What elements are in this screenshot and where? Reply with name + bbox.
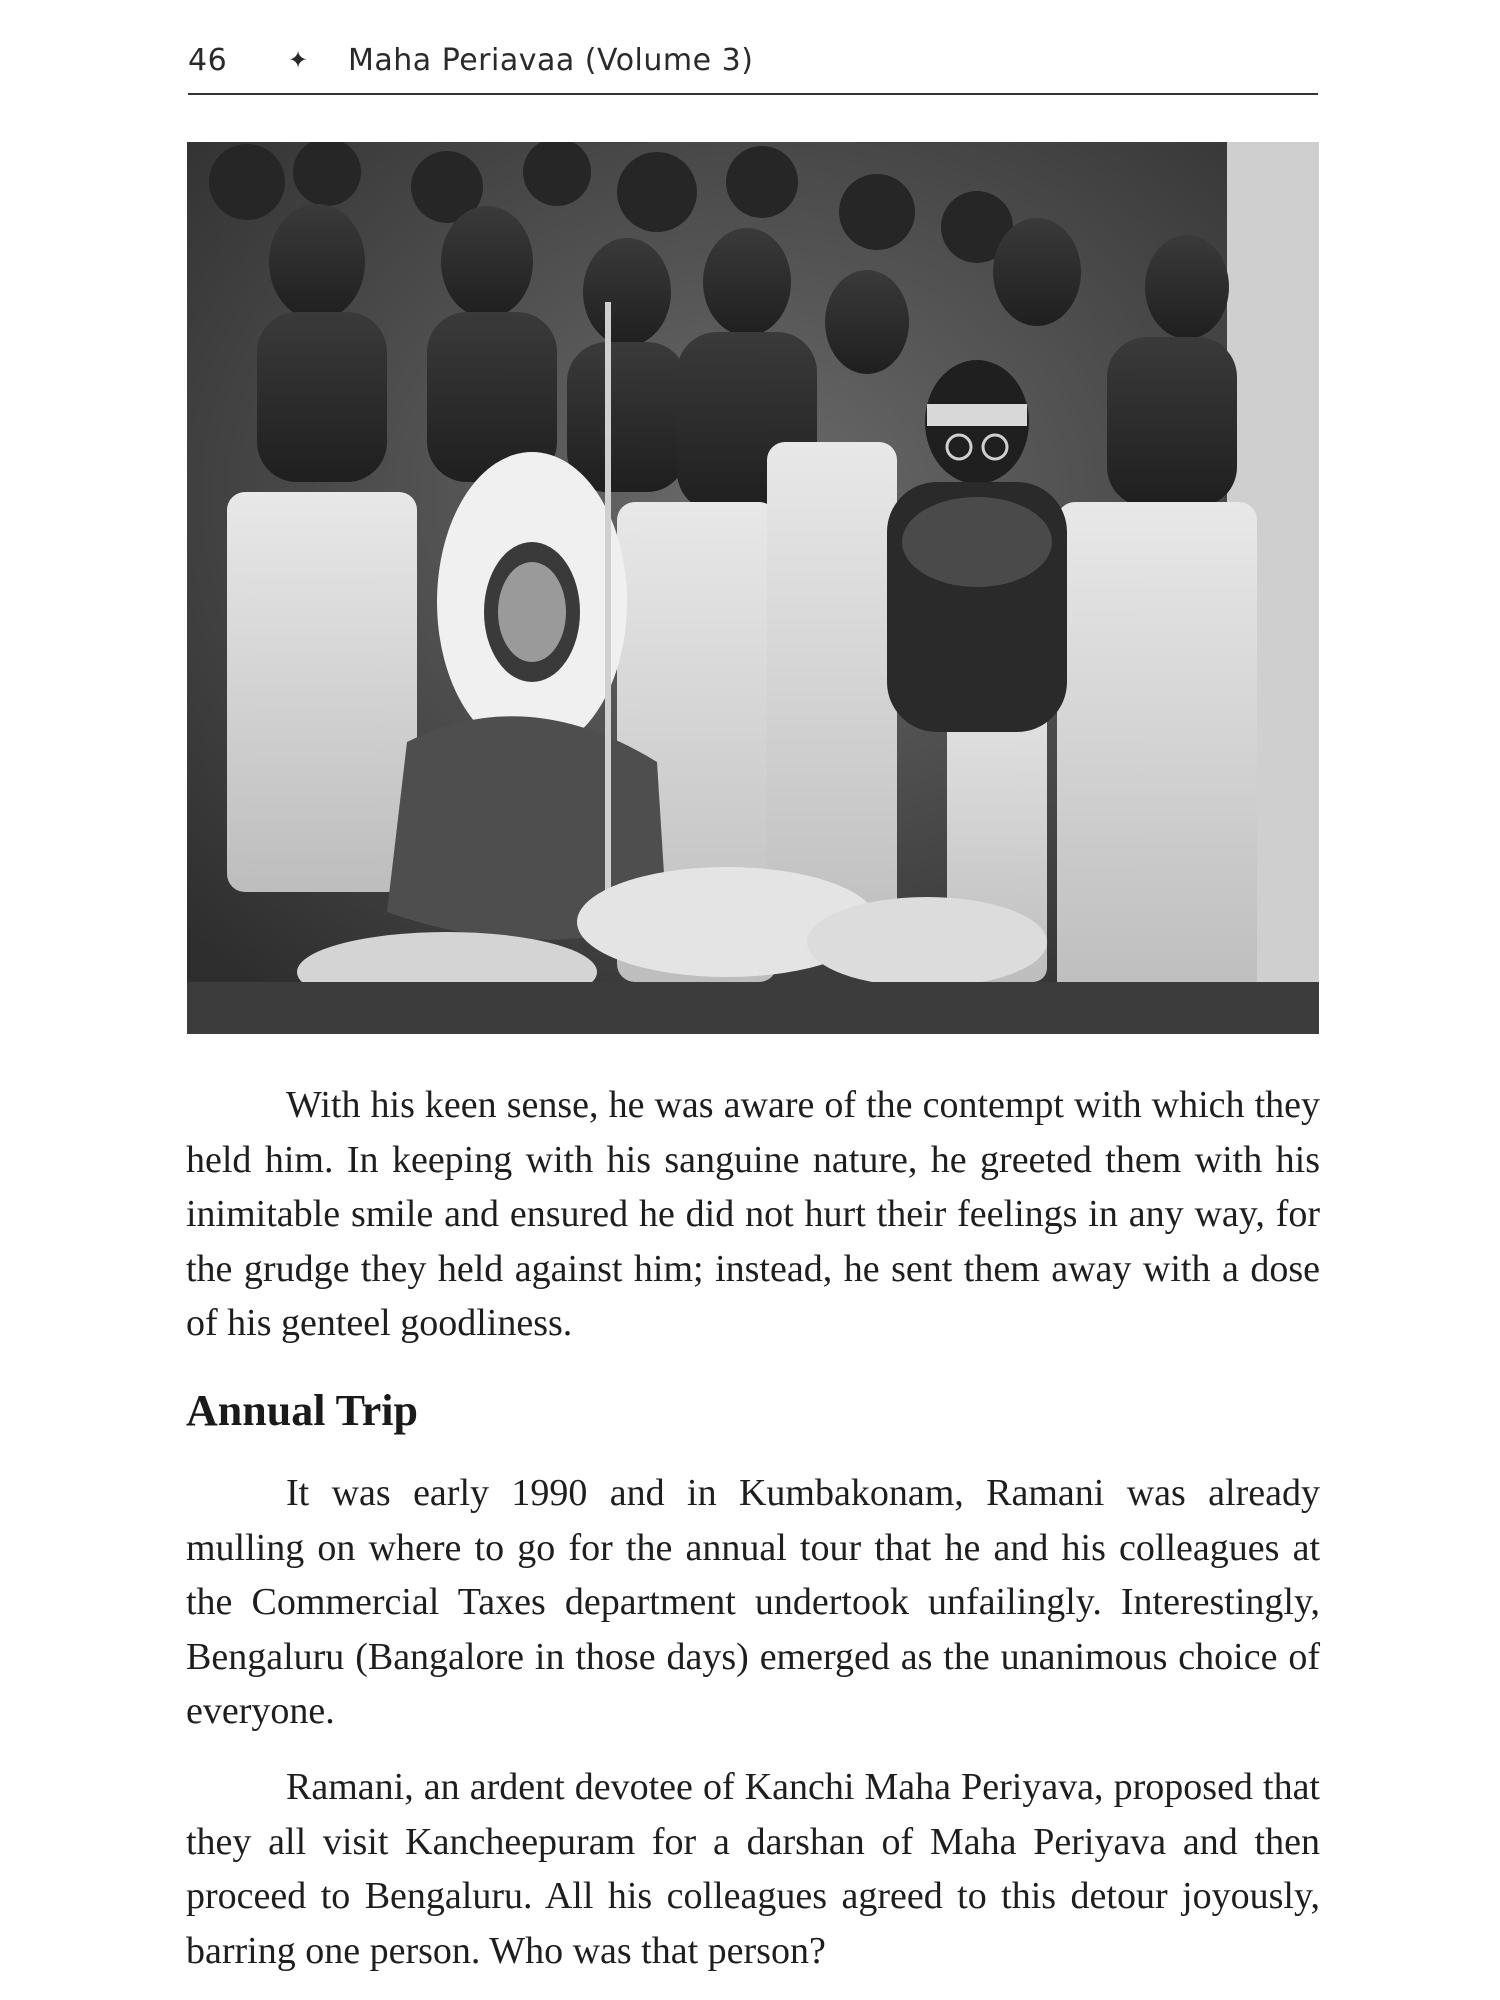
paragraph-2-text: It was early 1990 and in Kumbakonam, Ramani was already mulling on where to go for the annual tour that he and his colleagues at the Commercial Taxes department undertook unfailingly. Interestingly, Bengaluru (Bangalore in those days) emerged as the unanimous choice of everyone. [186,1472,1320,1732]
section-heading: Annual Trip [186,1386,418,1435]
running-header [188,30,1318,90]
paragraph-3-text: Ramani, an ardent devotee of Kanchi Maha Periyava, proposed that they all visit Kancheepuram for a darshan of Maha Periyava and then proceed to Bengaluru. All his colleagues agreed to this detour joyously, barring one person. Who was that person? [186,1766,1320,1972]
page-number: 46 [188,42,228,78]
photograph [187,142,1319,1034]
header-separator: ✦ [288,46,309,74]
book-title: Maha Periavaa (Volume 3) [348,42,754,78]
header-rule [188,93,1318,95]
paragraph-1-text: With his keen sense, he was aware of the contempt with which they held him. In keeping with his sanguine nature, he greeted them with his inimitable smile and ensured he did not hurt their feelings in any way, for the grudge they held against him; instead, he sent them away with a dose of his genteel goodliness. [186,1084,1320,1344]
paragraph-3 [186,1760,1320,1978]
photograph-icon [187,142,1319,1034]
paragraph-1 [186,1078,1320,1351]
paragraph-2 [186,1466,1320,1739]
